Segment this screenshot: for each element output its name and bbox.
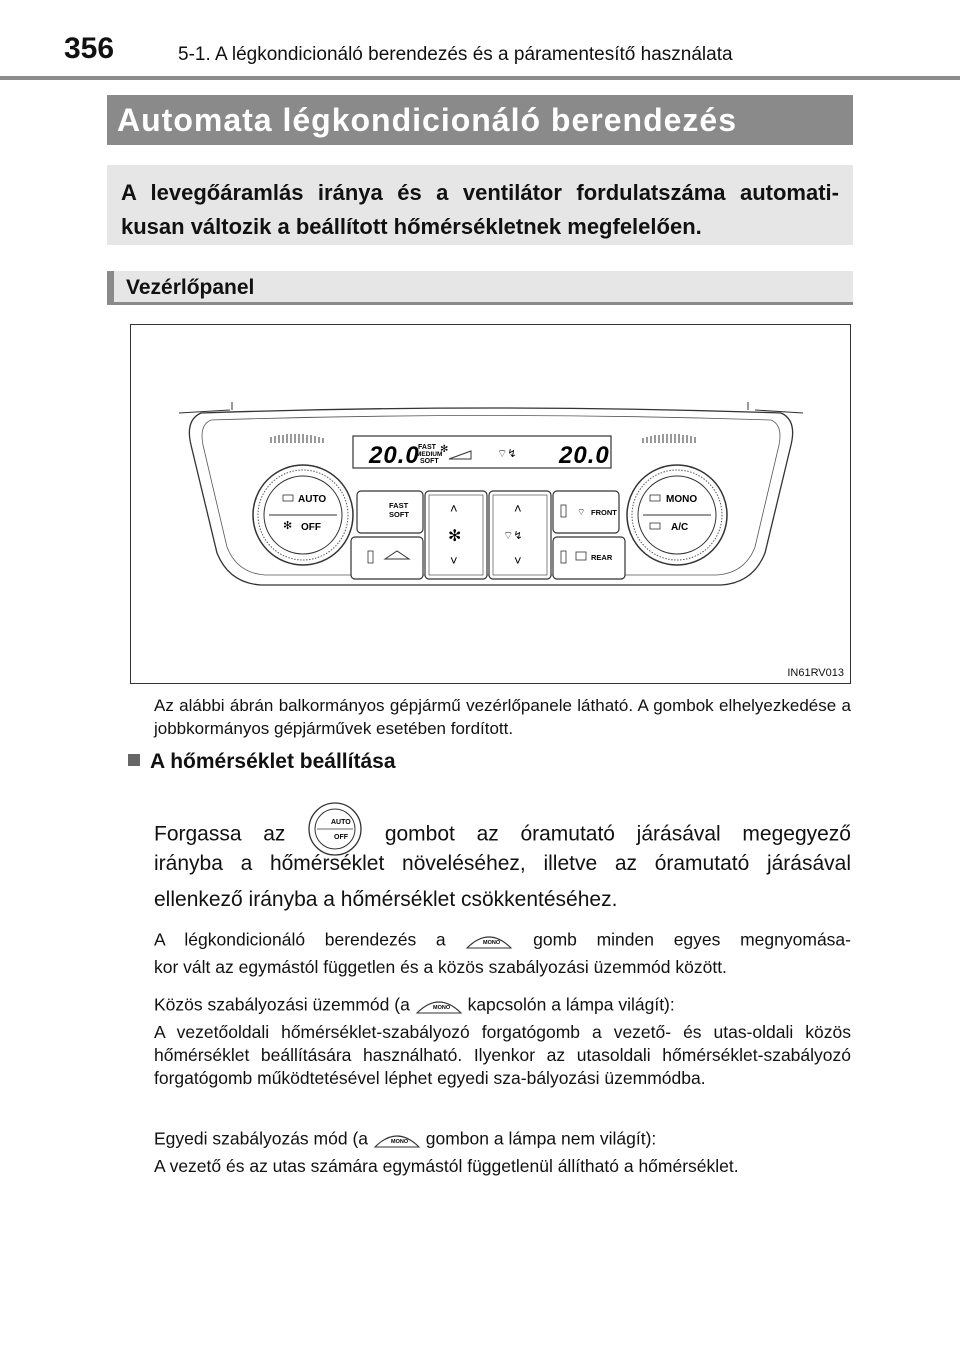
subsection-heading: A hőmérséklet beállítása [128,750,396,774]
mono-paragraph-3: Egyedi szabályozás mód (a MONO gombon a lámpa nem világít): A vezető és az utas számára egymástól függetlenül állítható a hőmérséklet. [154,1125,851,1178]
figure-caption: Az alábbi ábrán balkormányos gépjármű vezérlőpanele látható. A gombok elhelyezkedése a jobbkormányos gépjárművek esetében fordított. [154,696,851,738]
section-heading [107,271,853,305]
intro-text: A levegőáramlás iránya és a ventilátor fordulatszáma automati-kusan változik a beállított hőmérsékletnek megfelelően. [121,180,839,239]
recirculation-button [351,537,423,579]
square-bullet-icon [128,754,140,766]
right-knob [627,465,727,565]
display-soft: SOFT [420,458,439,465]
ac-label: A/C [671,522,689,533]
svg-text:˄: ˄ [450,501,458,516]
fan-speed-button [425,491,487,579]
mono-button-icon [415,991,463,1021]
page-title: Automata légkondicionáló berendezés [117,102,737,138]
fast-soft-button [357,491,423,533]
display-medium: MEDIUM [416,451,443,458]
mono-button-icon [373,1125,421,1155]
off-label: OFF [301,522,321,533]
display-right-temp: 20.0 [559,442,610,469]
page-number: 356 [64,32,115,65]
mono-button-icon [465,926,513,956]
section-heading-label: Vezérlőpanel [126,276,255,299]
svg-text:FAST: FAST [389,501,409,510]
svg-text:FRONT: FRONT [591,508,617,517]
title-bar [107,95,853,145]
svg-text:REAR: REAR [591,553,613,562]
airflow-mode-button [489,491,551,579]
rear-defrost-button [553,537,625,579]
svg-text:˅: ˅ [514,553,522,568]
mono-paragraph-2: Közös szabályozási üzemmód (a MONO kapcsolón a lámpa világít): A vezetőoldali hőmérséklet-szabályozó forgatógomb a vezető- és utas-oldali közös hőmérséklet beállítására használható. Ilyenkor az utasoldali hőmérséklet-szabályozó forgatógomb működtetésével léphet egyedi sza-bályozási üzemmódba. [154,991,851,1090]
chapter-title: 5-1. A légkondicionáló berendezés és a páramentesítő használata [178,44,733,65]
svg-text:˄: ˄ [514,501,522,516]
front-defrost-button [553,491,619,533]
temp-paragraph: Forgassa az AUTO OFF gombot az óramutató járásával megegyező [154,801,851,869]
svg-text:MONO: MONO [483,940,501,946]
svg-text:MONO: MONO [432,1005,450,1011]
intro-box [107,165,853,245]
mono-label: MONO [666,494,698,505]
svg-text:⌔↯: ⌔↯ [503,530,523,542]
display-fast: FAST [418,444,436,451]
svg-text:SOFT: SOFT [389,510,409,519]
temp-paragraph-line3: ellenkező irányba a hőmérséklet csökkentéséhez. [154,888,618,911]
svg-text:OFF: OFF [334,834,349,841]
svg-text:AUTO: AUTO [331,819,351,826]
fan-icon: ✻ [283,520,293,532]
display-fan-icon: ✻ [440,444,449,455]
figure-code: IN61RV013 [787,667,844,679]
svg-text:MONO: MONO [390,1139,408,1145]
temp-paragraph-line2: irányba a hőmérséklet növeléséhez, illetve az óramutató járásával [154,852,851,875]
svg-text:˅: ˅ [450,553,458,568]
svg-text:⌔: ⌔ [577,507,586,517]
display-left-temp: 20.0 [369,442,420,469]
left-knob [253,465,353,565]
svg-text:✻: ✻ [448,528,462,545]
auto-label: AUTO [298,494,327,505]
control-panel-figure [130,324,851,684]
display-defrost-icon: ⌔↯ [497,448,517,460]
header-rule [0,76,960,80]
mono-paragraph-1: A légkondicionáló berendezés a MONO gomb minden egyes megnyomása- kor vált az egymástól független és a közös szabályozási üzemmód között. [154,926,851,979]
